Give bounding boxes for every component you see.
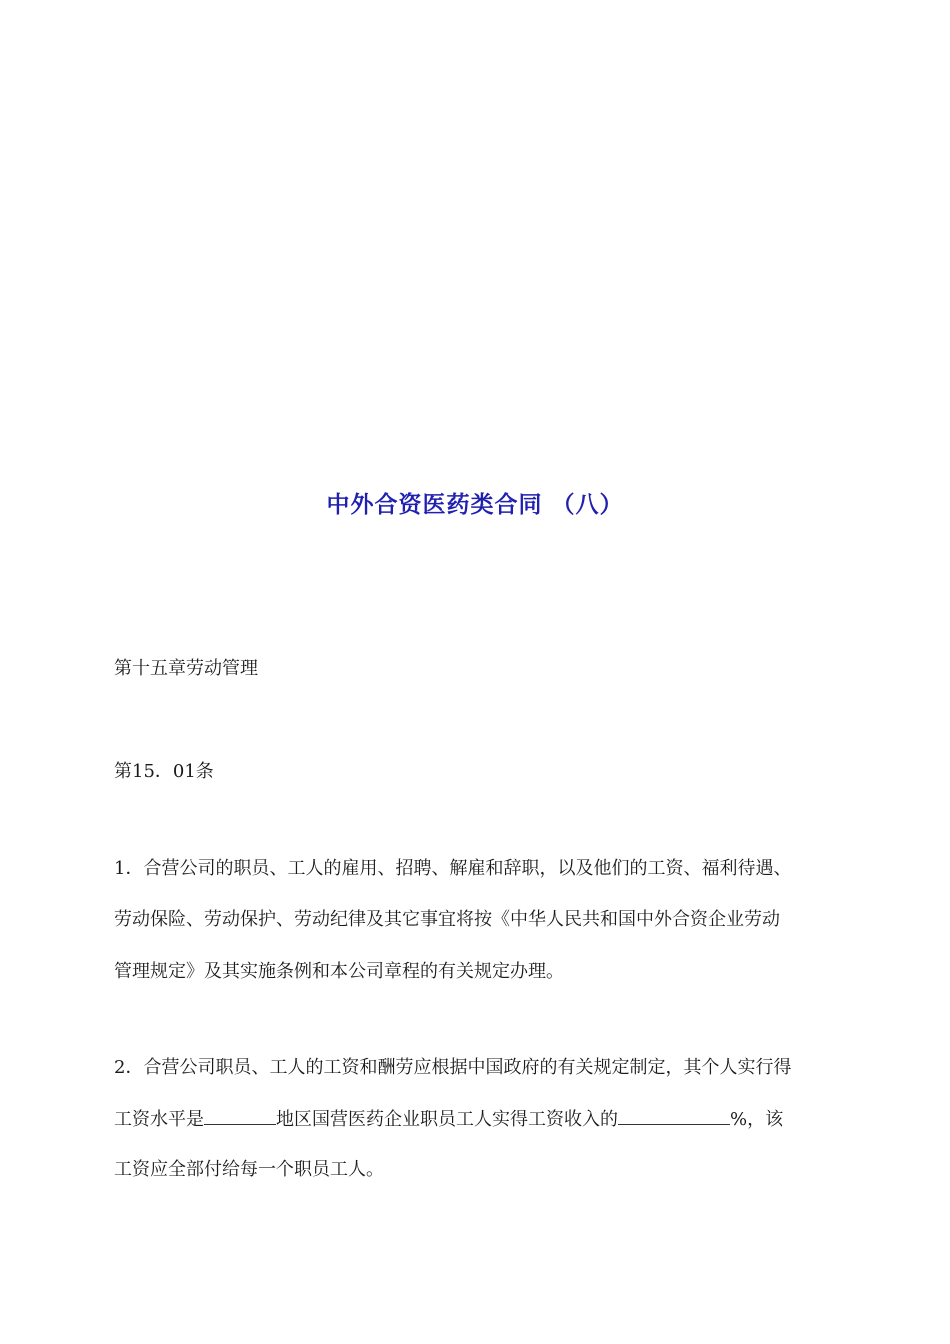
document-title: 中外合资医药类合同 （八） (326, 492, 624, 518)
article-heading: 第15．01条 (114, 761, 214, 782)
clause-1-line-1: 1．合营公司的职员、工人的雇用、招聘、解雇和辞职，以及他们的工资、福利待遇、 (114, 858, 792, 879)
clause-2-text-part-2: 地区国营医药企业职员工人实得工资收入的 (276, 1109, 618, 1130)
clause-2-text-part-1: 工资水平是 (114, 1109, 204, 1130)
clause-2-line-3: 工资应全部付给每一个职员工人。 (114, 1159, 384, 1180)
clause-1-line-3: 管理规定》及其实施条例和本公司章程的有关规定办理。 (114, 961, 564, 982)
percentage-blank (618, 1107, 730, 1125)
clause-2-line-2 (114, 1107, 783, 1132)
region-blank (204, 1107, 276, 1125)
clause-2-text-part-3: %，该 (730, 1109, 784, 1130)
clause-1-line-2: 劳动保险、劳动保护、劳动纪律及其它事宜将按《中华人民共和国中外合资企业劳动 (114, 909, 780, 930)
clause-2-line-1: 2．合营公司职员、工人的工资和酬劳应根据中国政府的有关规定制定，其个人实行得 (114, 1057, 792, 1078)
chapter-heading: 第十五章劳动管理 (114, 658, 258, 679)
